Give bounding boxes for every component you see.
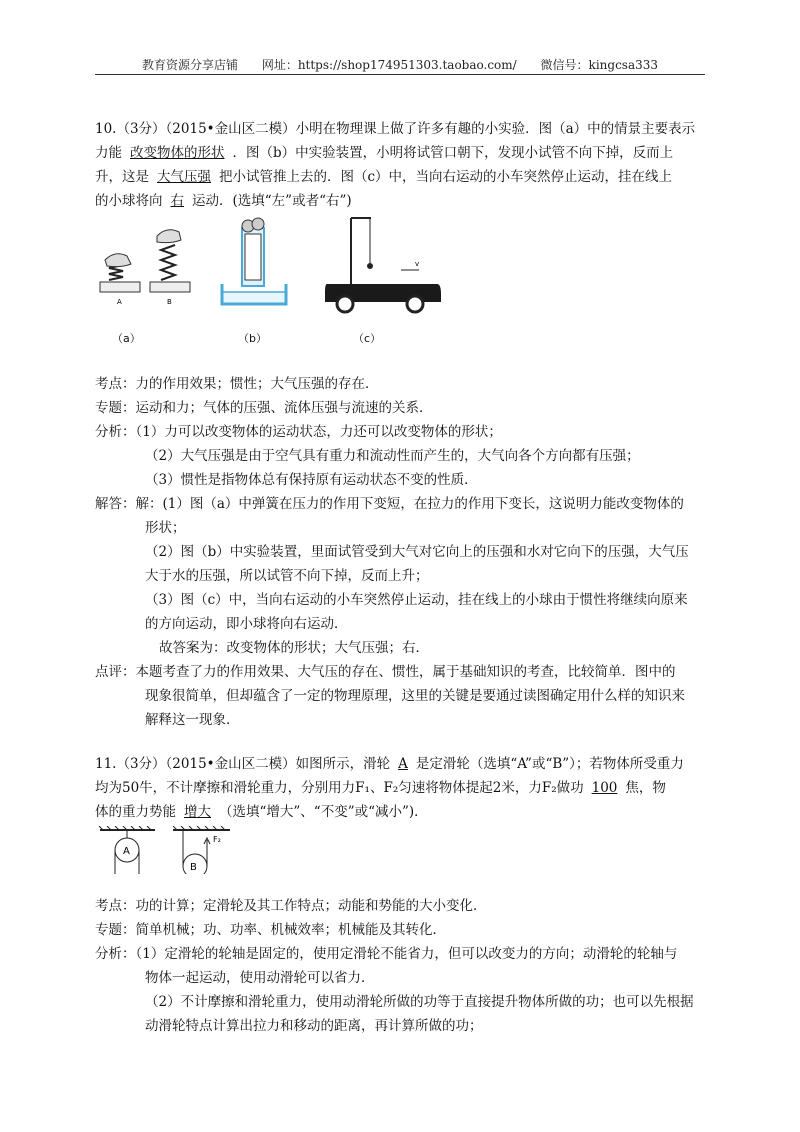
q10-line-1: 10.（3分）（2015•金山区二模）小明在物理课上做了许多有趣的小实验．图（a）中的情景主要表示 <box>95 121 696 137</box>
q11-line-1 <box>95 752 707 776</box>
wechat-id: 微信号：kingcsa333 <box>540 58 659 72</box>
q10-jieda-2a: （2）图（b）中实验装置，里面试管受到大气对它向上的压强和水对它向下的压强，大气压 <box>145 544 689 560</box>
fig-c-velocity-label: v <box>415 260 420 268</box>
q11-fenxi-1 <box>95 942 707 966</box>
q10-dianping-text: 本题考查了力的作用效果、大气压的存在、惯性，属于基础知识的考查，比较简单．图中的 <box>135 664 676 680</box>
q10-line-2 <box>95 141 707 165</box>
q10-line-3 <box>95 165 707 189</box>
q10-dianping-label: 点评： <box>95 664 136 680</box>
q11-kaodian: 考点：功的计算；定滑轮及其工作特点；动能和势能的大小变化． <box>95 898 487 914</box>
shop-url[interactable]: 网址：https://shop174951303.taobao.com/ <box>261 58 517 72</box>
q11-answer-1: A <box>398 756 408 772</box>
q10-fenxi-text: （1）力可以改变物体的运动状态，力还可以改变物体的形状； <box>135 424 502 440</box>
figure-b-test-tube <box>218 214 290 308</box>
q11-text: 11.（3分）（2015•金山区二模）如图所示，滑轮 <box>95 756 391 772</box>
q10-fenxi-label: 分析： <box>95 424 136 440</box>
figure-pulleys <box>95 826 255 874</box>
q10-fenxi-2: （2）大气压强是由于空气具有重力和流动性而产生的，大气向各个方向都有压强； <box>145 448 640 464</box>
pulley-B-label: B <box>190 862 197 873</box>
q10-text: 力能 <box>95 145 122 161</box>
q11-fenxi-1b: 物体一起运动，使用动滑轮可以省力． <box>145 970 375 986</box>
q10-fenxi-3: （3）惯性是指物体总有保持原有运动状态不变的性质． <box>145 472 478 488</box>
q10-text: 的小球将向 <box>95 193 163 209</box>
figure-c-caption: （c） <box>353 332 382 345</box>
q10-jieda-label: 解答： <box>95 496 136 512</box>
q11-text: 均为50牛，不计摩擦和滑轮重力，分别用力F₁、F₂匀速将物体提起2米，力F₂做功 <box>95 780 584 796</box>
q10-zhuanti: 专题：运动和力；气体的压强、流体压强与流速的关系． <box>95 400 433 416</box>
q11-answer-2: 100 <box>591 780 618 796</box>
pulley-A-label: A <box>123 846 130 857</box>
fig-a-label-A: A <box>117 298 122 306</box>
q10-dianping-1 <box>95 660 707 684</box>
figure-c-cart-pendulum <box>323 214 441 314</box>
q10-text: 把小试管推上去的．图（c）中，当向右运动的小车突然停止运动，挂在线上 <box>219 169 673 185</box>
q11-fenxi-text: （1）定滑轮的轮轴是固定的，使用定滑轮不能省力，但可以改变力的方向；动滑轮的轮轴与 <box>135 946 678 962</box>
q10-answer-2: 大气压强 <box>157 169 211 185</box>
q10-text: ．图（b）中实验装置，小明将试管口朝下，发现小试管不向下掉，反而上 <box>232 145 674 161</box>
q10-dianping-3: 解释这一现象． <box>145 712 240 728</box>
q10-text: 升，这是 <box>95 169 149 185</box>
header-divider <box>95 74 705 75</box>
q10-answer-1: 改变物体的形状 <box>130 145 225 161</box>
q11-text: 是定滑轮（选填“A”或“B”）；若物体所受重力 <box>415 756 684 772</box>
q11-answer-3: 增大 <box>184 804 211 820</box>
figure-a-springs <box>95 222 195 312</box>
q10-jieda-4: 故答案为：改变物体的形状；大气压强；右． <box>159 640 429 656</box>
q10-dianping-2: 现象很简单，但却蕴含了一定的物理原理，这里的关键是要通过读图确定用什么样的知识来 <box>145 688 685 704</box>
q10-kaodian: 考点：力的作用效果；惯性；大气压强的存在． <box>95 376 379 392</box>
shop-name: 教育资源分享店铺 <box>141 58 238 72</box>
fig-a-label-B: B <box>167 298 172 306</box>
q10-jieda-3b: 的方向运动，即小球将向右运动． <box>145 616 348 632</box>
q10-jieda-1b: 形状； <box>145 520 186 536</box>
q11-fenxi-2a: （2）不计摩擦和滑轮重力，使用动滑轮所做的功等于直接提升物体所做的功；也可以先根据 <box>145 994 694 1010</box>
figure-a-caption: （a） <box>112 332 141 345</box>
q10-jieda-2b: 大于水的压强，所以试管不向下掉，反而上升； <box>145 568 429 584</box>
q11-text: （选填“增大”、“不变”或“减小”)． <box>219 804 428 820</box>
q11-text: 焦，物 <box>625 780 666 796</box>
q11-text: 体的重力势能 <box>95 804 176 820</box>
q10-answer-3: 右 <box>170 193 184 209</box>
figure-b-caption: （b） <box>238 332 267 345</box>
q11-zhuanti: 专题：简单机械；功、功率、机械效率；机械能及其转化． <box>95 922 446 938</box>
q10-line-4 <box>95 189 707 213</box>
q10-text: 运动．(选填“左”或者“右”) <box>192 193 352 209</box>
q11-fenxi-2b: 动滑轮特点计算出拉力和移动的距离，再计算所做的功； <box>145 1018 483 1034</box>
force-F2-label: F₂ <box>213 835 221 844</box>
q11-fenxi-label: 分析： <box>95 946 136 962</box>
q11-line-3 <box>95 800 707 824</box>
q10-fenxi-1 <box>95 420 707 444</box>
q10-jieda-1 <box>95 492 707 516</box>
page-header <box>0 56 800 73</box>
q10-jieda-text: 解：(1）图（a）中弹簧在压力的作用下变短，在拉力的作用下变长，这说明力能改变物体的 <box>135 496 684 512</box>
q11-line-2 <box>95 776 707 800</box>
q10-jieda-3a: （3）图（c）中，当向右运动的小车突然停止运动，挂在线上的小球由于惯性将继续向原来 <box>145 592 688 608</box>
